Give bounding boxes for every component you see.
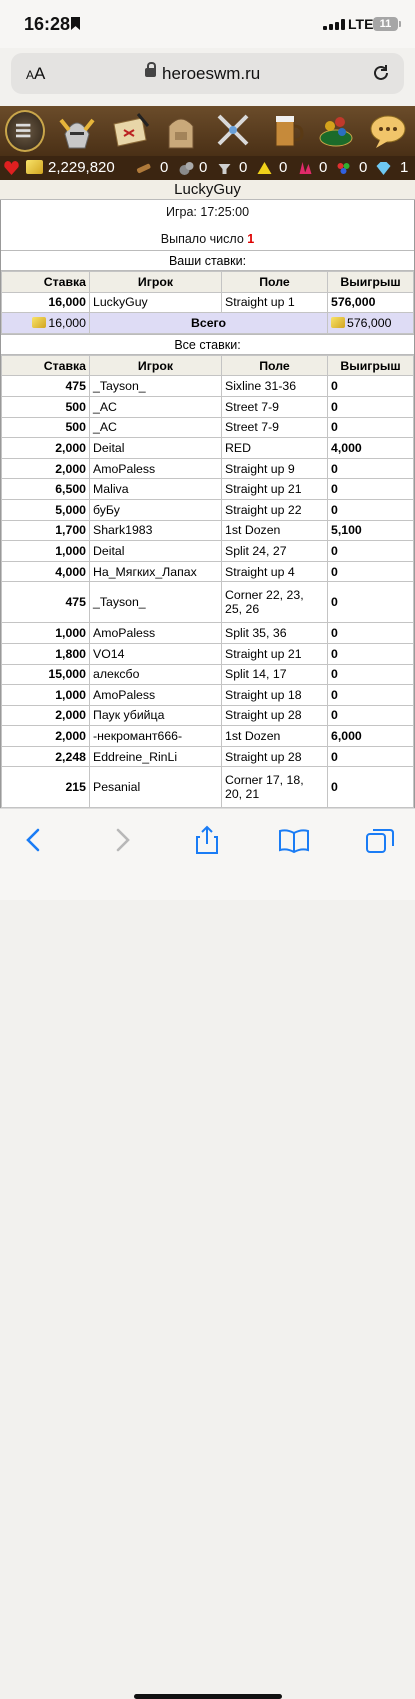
field-cell: 1st Dozen — [222, 726, 328, 747]
bet-amount: 15,000 — [2, 664, 90, 685]
field-cell: Street 7-9 — [222, 417, 328, 438]
field-cell: Straight up 21 — [222, 643, 328, 664]
win-cell: 0 — [328, 643, 414, 664]
field-cell: Split 24, 27 — [222, 541, 328, 562]
field-cell: Straight up 22 — [222, 499, 328, 520]
win-cell: 0 — [328, 582, 414, 623]
gold-value: 2,229,820 — [48, 159, 115, 176]
win-cell: 0 — [328, 705, 414, 726]
field-cell: Straight up 1 — [222, 292, 328, 313]
player-cell[interactable]: Deital — [90, 438, 222, 459]
player-cell[interactable]: Shark1983 — [90, 520, 222, 541]
table-row — [2, 541, 414, 562]
url-text[interactable]: heroeswm.ru — [162, 64, 261, 83]
bet-amount: 2,000 — [2, 705, 90, 726]
all-bets-title: Все ставки: — [1, 334, 414, 355]
table-row — [2, 623, 414, 644]
player-cell[interactable]: VO14 — [90, 643, 222, 664]
roulette-icon[interactable] — [316, 110, 356, 152]
player-cell[interactable]: _Tayson_ — [90, 582, 222, 623]
win-cell: 0 — [328, 417, 414, 438]
player-link[interactable]: LuckyGuy — [174, 181, 241, 198]
col-player: Игрок — [90, 272, 222, 293]
result-line — [1, 229, 414, 250]
total-win: 576,000 — [347, 315, 392, 330]
gold-icon — [331, 317, 345, 328]
col-player: Игрок — [90, 355, 222, 376]
result-label: Выпало число — [160, 232, 244, 246]
crystal-value: 0 — [319, 159, 328, 176]
map-icon[interactable] — [110, 110, 150, 152]
ore-icon — [178, 160, 195, 176]
address-bar[interactable] — [11, 53, 404, 94]
gems-value: 0 — [359, 159, 368, 176]
col-win: Выигрыш — [328, 272, 414, 293]
player-cell[interactable]: _AC — [90, 417, 222, 438]
player-cell[interactable]: AmoPaless — [90, 685, 222, 706]
browser-toolbar — [0, 808, 415, 900]
win-cell: 5,100 — [328, 520, 414, 541]
col-bet: Ставка — [2, 355, 90, 376]
crossed-swords-icon[interactable] — [213, 110, 253, 152]
win-cell: 0 — [328, 561, 414, 582]
table-row — [2, 292, 414, 313]
game-time: Игра: 17:25:00 — [165, 205, 250, 219]
backpack-icon[interactable] — [161, 110, 201, 152]
win-cell: 0 — [328, 499, 414, 520]
lock-icon — [145, 68, 156, 77]
reload-icon[interactable] — [371, 63, 391, 83]
diamond-icon — [375, 160, 392, 176]
game-nav-bar — [0, 106, 415, 156]
win-cell: 0 — [328, 767, 414, 808]
home-indicator — [134, 1694, 282, 1699]
bet-amount: 1,000 — [2, 623, 90, 644]
win-cell: 0 — [328, 685, 414, 706]
win-cell: 4,000 — [328, 438, 414, 459]
table-row — [2, 767, 414, 808]
table-row — [2, 643, 414, 664]
total-bet: 16,000 — [48, 315, 86, 330]
total-bet-cell — [2, 313, 90, 334]
menu-icon[interactable] — [5, 110, 45, 152]
player-cell[interactable]: Pesanial — [90, 767, 222, 808]
win-cell: 0 — [328, 664, 414, 685]
bet-amount: 1,800 — [2, 643, 90, 664]
your-bets-title: Ваши ставки: — [1, 250, 414, 271]
table-row — [2, 479, 414, 500]
gems-icon — [335, 160, 352, 176]
roulette-results-page — [0, 180, 415, 808]
table-row — [2, 746, 414, 767]
results-box — [0, 200, 415, 830]
win-cell: 0 — [328, 376, 414, 397]
player-cell[interactable]: AmoPaless — [90, 623, 222, 644]
all-bets-table — [1, 355, 414, 829]
bet-amount: 16,000 — [2, 292, 90, 313]
tabs-icon[interactable] — [363, 825, 397, 855]
bet-amount: 500 — [2, 396, 90, 417]
bet-amount: 4,000 — [2, 561, 90, 582]
field-cell: Straight up 28 — [222, 705, 328, 726]
bet-amount: 2,000 — [2, 726, 90, 747]
col-win: Выигрыш — [328, 355, 414, 376]
crystal-icon — [296, 160, 313, 176]
total-row — [2, 313, 414, 334]
bet-amount: 475 — [2, 376, 90, 397]
field-cell: Straight up 21 — [222, 479, 328, 500]
field-cell: Straight up 18 — [222, 685, 328, 706]
table-row — [2, 417, 414, 438]
bet-amount: 2,248 — [2, 746, 90, 767]
bet-amount: 2,000 — [2, 438, 90, 459]
sulfur-icon — [256, 160, 273, 176]
table-row — [2, 685, 414, 706]
gold-icon — [32, 317, 46, 328]
gold-icon — [26, 160, 43, 176]
player-name[interactable] — [0, 180, 415, 200]
share-icon[interactable] — [190, 825, 224, 855]
table-header — [2, 355, 414, 376]
field-cell: Straight up 28 — [222, 746, 328, 767]
signal-icon — [323, 19, 345, 30]
player-cell[interactable]: -некромант666- — [90, 726, 222, 747]
field-cell: Straight up 4 — [222, 561, 328, 582]
tavern-mug-icon[interactable] — [266, 110, 306, 152]
field-cell: Street 7-9 — [222, 396, 328, 417]
table-row — [2, 438, 414, 459]
total-label: Всего — [90, 313, 328, 334]
back-icon[interactable] — [18, 825, 52, 855]
status-bar — [0, 0, 415, 48]
field-cell: Straight up 9 — [222, 458, 328, 479]
field-cell: Corner 22, 23, 25, 26 — [222, 582, 328, 623]
table-row — [2, 726, 414, 747]
field-cell: Split 35, 36 — [222, 623, 328, 644]
bet-amount: 2,000 — [2, 458, 90, 479]
bookmarks-icon[interactable] — [277, 825, 311, 855]
table-row — [2, 396, 414, 417]
wood-icon — [135, 160, 152, 176]
your-bets-table — [1, 271, 414, 334]
player-cell[interactable]: _Tayson_ — [90, 376, 222, 397]
table-row — [2, 458, 414, 479]
win-cell: 0 — [328, 541, 414, 562]
player-cell[interactable]: Eddreine_RinLi — [90, 746, 222, 767]
wood-value: 0 — [160, 159, 169, 176]
player-cell[interactable]: Паук убийца — [90, 705, 222, 726]
player-cell[interactable]: _AC — [90, 396, 222, 417]
bet-amount: 215 — [2, 767, 90, 808]
bet-amount: 1,000 — [2, 541, 90, 562]
network-label: LTE — [348, 16, 374, 32]
win-cell: 0 — [328, 479, 414, 500]
reader-aa-button[interactable]: AA — [26, 64, 46, 83]
col-field: Поле — [222, 272, 328, 293]
total-win-cell — [328, 313, 414, 334]
forward-icon[interactable] — [104, 825, 138, 855]
table-header — [2, 272, 414, 293]
win-cell: 0 — [328, 623, 414, 644]
result-number: 1 — [247, 232, 255, 246]
player-cell[interactable]: буБу — [90, 499, 222, 520]
bet-amount: 5,000 — [2, 499, 90, 520]
win-cell: 0 — [328, 746, 414, 767]
win-cell: 6,000 — [328, 726, 414, 747]
col-field: Поле — [222, 355, 328, 376]
player-cell[interactable]: алексбо — [90, 664, 222, 685]
chat-bubble-icon[interactable] — [368, 110, 408, 152]
ore-value: 0 — [199, 159, 208, 176]
table-row — [2, 582, 414, 623]
table-row — [2, 664, 414, 685]
player-cell[interactable]: Maliva — [90, 479, 222, 500]
bookmark-icon — [71, 17, 80, 30]
player-cell[interactable]: AmoPaless — [90, 458, 222, 479]
col-bet: Ставка — [2, 272, 90, 293]
diamond-value: 1 — [400, 159, 409, 176]
field-cell: RED — [222, 438, 328, 459]
player-cell[interactable]: Deital — [90, 541, 222, 562]
table-row — [2, 705, 414, 726]
mercury-icon — [216, 160, 233, 176]
bet-amount: 1,000 — [2, 685, 90, 706]
resources-bar — [0, 156, 415, 180]
bet-amount: 6,500 — [2, 479, 90, 500]
table-row — [2, 499, 414, 520]
table-row — [2, 561, 414, 582]
field-cell: 1st Dozen — [222, 520, 328, 541]
table-row — [2, 520, 414, 541]
heart-icon — [3, 160, 20, 176]
field-cell: Corner 17, 18, 20, 21 — [222, 767, 328, 808]
player-cell[interactable]: На_Мягких_Лапах — [90, 561, 222, 582]
bet-amount: 475 — [2, 582, 90, 623]
knight-helmet-icon[interactable] — [57, 110, 97, 152]
battery-icon: 11 — [373, 17, 398, 31]
battery-tip — [399, 21, 401, 27]
win-cell: 576,000 — [328, 292, 414, 313]
field-cell: Sixline 31-36 — [222, 376, 328, 397]
table-row — [2, 376, 414, 397]
sulfur-value: 0 — [279, 159, 288, 176]
win-cell: 0 — [328, 396, 414, 417]
win-cell: 0 — [328, 458, 414, 479]
status-time: 16:28 — [24, 14, 71, 34]
bet-amount: 1,700 — [2, 520, 90, 541]
bet-amount: 500 — [2, 417, 90, 438]
player-cell[interactable]: LuckyGuy — [90, 292, 222, 313]
mercury-value: 0 — [239, 159, 248, 176]
field-cell: Split 14, 17 — [222, 664, 328, 685]
